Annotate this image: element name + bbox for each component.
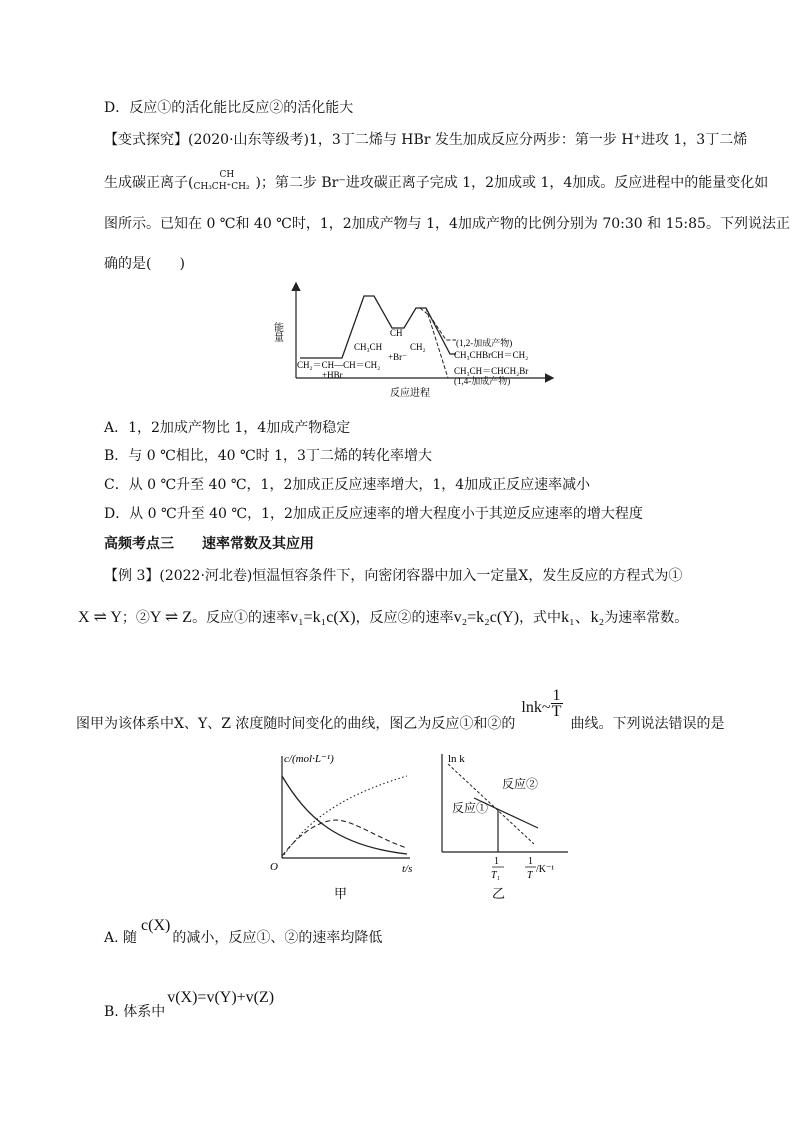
jia-curve-x (282, 776, 407, 854)
jia-curve-z (282, 776, 407, 858)
variant-line-2b: )；第二步 Br⁻进攻碳正离子完成 1，2加成或 1，4加成。反应进程中的能量变化如 (255, 175, 769, 191)
yi-tick-num: 1 (494, 856, 499, 867)
variant-line-3: 图所示。已知在 0 ℃和 40 ℃时，1，2加成产物与 1，4加成产物的比例分别为 70:30 和 15:85。下列说法正 (104, 216, 790, 232)
opt-a-post: 的减小，反应①、②的速率均降低 (172, 930, 383, 946)
yi-tick-den: T₁ (491, 870, 501, 881)
yi-label-r2: 反应② (502, 777, 539, 791)
example3-line-3 (76, 687, 725, 734)
carbocation-top: CH (219, 170, 235, 180)
diagram-product-14: CH₃CH＝CHCH₂Br (454, 366, 529, 376)
jia-ylabel: c/(mol·L⁻¹) (284, 753, 334, 765)
yi-xlabel-den: T (527, 870, 533, 881)
jia-xlabel: t/s (402, 863, 413, 875)
text-rate2: ，反应②的速率 (355, 610, 454, 626)
variant-line-2 (104, 170, 769, 193)
variant-option-c: C．从 0 ℃升至 40 ℃，1，2加成正反应速率增大，1，4加成正反应速率减小 (104, 477, 591, 493)
lnk: lnk~ (521, 699, 551, 716)
eq1: X ⇌ Y (78, 609, 122, 626)
frac-den: T (551, 703, 562, 720)
carbocation-formula (193, 170, 255, 193)
chart-jia (262, 748, 422, 908)
yi-caption: 乙 (492, 886, 506, 901)
frac-num: 1 (552, 687, 561, 704)
energy-curve-12 (420, 308, 456, 340)
eq-sep: ；② (121, 610, 150, 626)
jia-origin: O (270, 861, 278, 873)
diagram-label-14: (1,4-加成产物) (454, 376, 511, 386)
variant-line-2a: 生成碳正离子( (104, 175, 194, 191)
k-names: k₁、k₂ (561, 609, 605, 626)
example3-line-2 (78, 608, 688, 628)
chart-yi (428, 748, 588, 908)
opt-a-math: c(X) (141, 917, 171, 934)
diagram-intermediate-right: CH₂ (410, 342, 426, 352)
variant-line-1: 【变式探究】(2020·山东等级考)1，3丁二烯与 HBr 发生加成反应分两步：第一步 H⁺进攻 1，3丁二烯 (104, 132, 748, 148)
diagram-intermediate-ch: CH (390, 328, 403, 338)
example3-option-a (104, 917, 383, 948)
diagram-reactant: CH₂＝CH—CH＝CH₂ (297, 360, 381, 370)
diagram-label-12: (1,2-加成产物) (456, 338, 513, 348)
yi-xlabel-num: 1 (528, 856, 533, 867)
frac-1-over-t (551, 688, 563, 719)
eq2: Y ⇌ Z (149, 609, 193, 626)
diagram-intermediate-br: +Br⁻ (388, 352, 407, 362)
text-where: ，式中 (519, 610, 562, 626)
variant-line-4: 确的是( ) (104, 256, 185, 272)
diagram-reactant-hbr: +HBr (322, 370, 343, 380)
variant-option-a: A．1，2加成产物比 1，4加成产物稳定 (104, 420, 351, 436)
v1-formula: v₁=k₁c(X) (290, 609, 356, 626)
text-rate1: 。反应①的速率 (192, 610, 291, 626)
variant-option-b: B．与 0 ℃相比，40 ℃时 1，3丁二烯的转化率增大 (104, 448, 432, 464)
energy-diagram (270, 278, 560, 406)
diagram-intermediate-left: CH₃CH (354, 342, 383, 352)
line3-a: 图甲为该体系中X、Y、Z 浓度随时间变化的曲线，图乙为反应①和②的 (76, 716, 516, 732)
carbocation-main: CH₃CH⁺CH₂ (193, 182, 250, 192)
opt-b-pre: B. 体系中 (104, 1004, 166, 1020)
section-title: 高频考点三 速率常数及其应用 (104, 536, 314, 552)
example3-option-b (104, 988, 275, 1020)
diagram-ylabel: 能量 (271, 322, 283, 342)
yi-xlabel-unit: /K⁻¹ (536, 864, 555, 875)
line3-b: 曲线。下列说法错误的是 (570, 716, 725, 732)
yi-label-r1: 反应① (452, 801, 489, 815)
opt-a-pre: A. 随 (104, 930, 138, 946)
example3-line-1: 【例 3】(2022·河北卷)恒温恒容条件下，向密闭容器中加入一定量X，发生反应的方程式为① (104, 568, 683, 584)
variant-option-d: D．从 0 ℃升至 40 ℃，1，2加成正反应速率的增大程度小于其逆反应速率的增大程度 (104, 506, 643, 522)
opt-b-math: v(X)=v(Y)+v(Z) (167, 989, 275, 1006)
diagram-xlabel: 反应进程 (390, 388, 430, 399)
text-const: 为速率常数。 (604, 610, 689, 626)
yi-ylabel: ln k (448, 753, 465, 765)
v2-formula: v₂=k₂c(Y) (453, 609, 520, 626)
prev-option-d: D．反应①的活化能比反应②的活化能大 (104, 100, 354, 116)
jia-caption: 甲 (334, 886, 348, 901)
diagram-product-12: CH₃CHBrCH＝CH₂ (454, 350, 529, 360)
